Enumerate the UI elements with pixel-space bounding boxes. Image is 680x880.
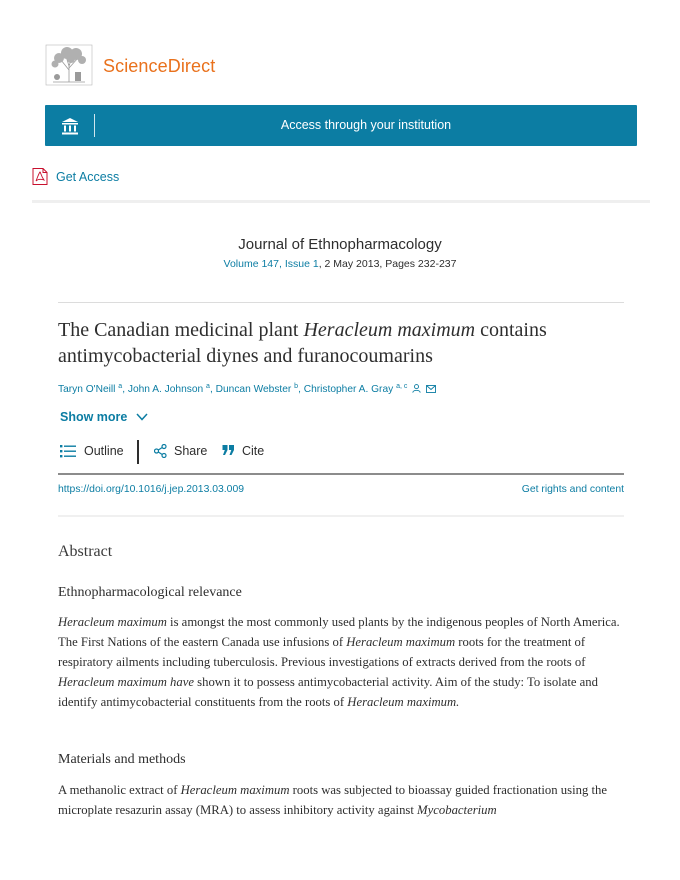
pdf-icon [32, 168, 48, 185]
abstract-heading: Abstract [58, 543, 113, 560]
title-species: Heracleum maximum [303, 319, 476, 341]
actions-divider-line [58, 473, 624, 475]
author-separator: , [122, 384, 128, 395]
author-link[interactable]: John A. Johnson [127, 384, 204, 395]
outline-button[interactable] [60, 444, 130, 460]
person-icon[interactable] [412, 384, 421, 393]
rights-link[interactable]: Get rights and content [521, 484, 624, 495]
access-bar-label: Access through your institution [280, 118, 452, 132]
author-affiliation: b [294, 383, 299, 390]
share-icon [154, 444, 167, 458]
access-through-institution-button[interactable] [45, 105, 637, 146]
outline-list-icon [60, 444, 76, 458]
text-segment: shown it to possess antimycobacterial activity. Aim of the study: To isolate and identify antimycobacterial constituents from the roots of [58, 675, 598, 709]
author-link[interactable]: Taryn O'Neill [58, 384, 116, 395]
abstract-divider [58, 515, 624, 517]
institution-icon [60, 116, 80, 136]
section-paragraph [58, 780, 628, 820]
section-paragraph [58, 612, 628, 712]
share-button[interactable] [154, 444, 214, 460]
cite-button[interactable] [222, 444, 282, 460]
title-post: contains antimycobacterial diynes and furanocoumarins [58, 319, 547, 367]
author-separator: , [209, 384, 216, 395]
text-segment: A methanolic extract of [58, 783, 181, 797]
volume-details: , 2 May 2013, Pages 232-237 [318, 258, 457, 270]
get-access-label: Get Access [56, 170, 120, 184]
author-affiliation: a [206, 383, 210, 390]
section-heading: Materials and methods [58, 752, 186, 767]
show-more-button[interactable] [60, 410, 148, 426]
outline-label: Outline [84, 444, 124, 458]
author-link[interactable]: Duncan Webster [215, 384, 292, 395]
author-separator: , [298, 384, 304, 395]
journal-title[interactable]: Journal of Ethnopharmacology [238, 236, 442, 253]
text-segment: Heracleum maximum. [347, 695, 460, 709]
brand-name[interactable]: ScienceDirect [103, 56, 216, 76]
text-segment: Heracleum maximum have [58, 675, 194, 689]
site-header [45, 44, 345, 88]
text-segment: Heracleum maximum [346, 635, 456, 649]
title-divider [58, 302, 624, 303]
header-divider [32, 200, 650, 203]
elsevier-tree-logo-icon[interactable] [45, 44, 93, 86]
actions-divider [137, 440, 139, 464]
issue-link[interactable]: Issue 1 [284, 258, 319, 270]
text-segment: Mycobacterium [417, 803, 497, 817]
article-title [58, 317, 628, 369]
author-affiliation: a [118, 383, 123, 390]
text-segment: Heracleum maximum [58, 615, 167, 629]
volume-comma: , [279, 258, 285, 270]
text-segment: roots for the treatment of respiratory ailments including tuberculosis. Previous investigations of extracts derived from the roots of [58, 635, 586, 669]
cite-label: Cite [242, 444, 265, 458]
share-label: Share [174, 444, 208, 458]
text-segment: Heracleum maximum [180, 783, 290, 797]
mail-icon[interactable] [426, 385, 436, 393]
doi-link[interactable]: https://doi.org/10.1016/j.jep.2013.03.009 [58, 484, 245, 495]
author-list [58, 383, 618, 395]
text-segment: roots was subjected to bioassay guided fractionation using the microplate resazurin assay (MRA) to assess inhibitory activity against [58, 783, 607, 817]
article-actions [58, 440, 458, 464]
volume-line [0, 258, 680, 270]
chevron-down-icon [136, 413, 148, 421]
author-affiliation: a, c [396, 383, 408, 390]
title-pre: The Canadian medicinal plant [58, 319, 304, 341]
volume-link[interactable]: Volume 147 [223, 258, 279, 270]
text-segment: is amongst the most commonly used plants by the indigenous peoples of North America. The First Nations of the eastern Canada use infusions of [58, 615, 620, 649]
author-link[interactable]: Christopher A. Gray [303, 384, 394, 395]
show-more-label: Show more [60, 410, 128, 424]
quote-icon [222, 444, 235, 456]
section-heading: Ethnopharmacological relevance [58, 585, 242, 600]
